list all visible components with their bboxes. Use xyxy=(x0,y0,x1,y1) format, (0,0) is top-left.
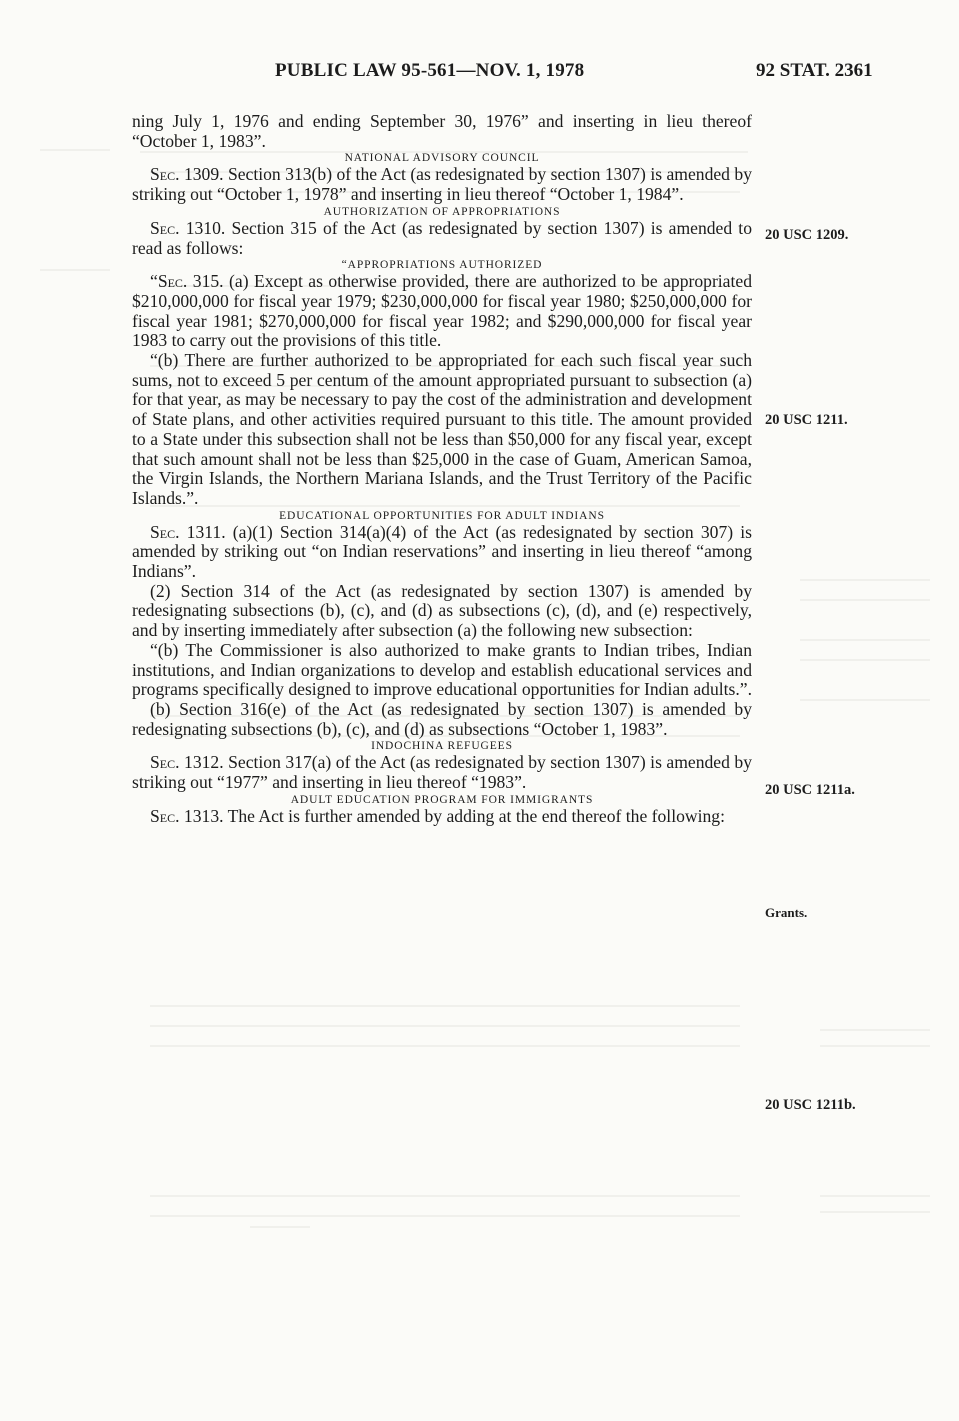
margin-citation: 20 USC 1211. xyxy=(765,412,848,428)
page-header xyxy=(0,60,959,88)
section-text: 1313. The Act is further amended by adding at the end thereof the following: xyxy=(179,805,725,826)
sec-label: Sec. xyxy=(150,521,180,542)
section-1311-a xyxy=(132,523,752,582)
section-1311-b: (b) Section 316(e) of the Act (as redesignated by section 1307) is amended by redesignating subsections (b), (c), and (d) as subsections “October 1, 1983”. xyxy=(132,698,752,739)
sec-label: Sec. xyxy=(150,752,180,773)
margin-citation: 20 USC 1211a. xyxy=(765,782,855,798)
section-315-b: “(b) There are further authorized to be appropriated for each such fiscal year such sums, not to exceed 5 per centum of the amount appropriated pursuant to subsection (a) for that year, as may be necessary to pay the cost of the administration and development of State plans, and other activities required pursuant to this title. The amount provided to a State under this subsection shall not be less than $50,000 for any fiscal year, except that such amount shall not be less than $25,000 in the case of Guam, American Samoa, the Virgin Islands, the Northern Mariana Islands, and the Trust Territory of the Pacific Islands.”. xyxy=(132,350,752,508)
sec-label: Sec. xyxy=(150,805,180,826)
section-1310 xyxy=(132,219,752,258)
section-1309 xyxy=(132,165,752,204)
open-quote: “ xyxy=(150,271,158,292)
section-text: 1310. Section 315 of the Act (as redesignated by section 1307) is amended to read as follows: xyxy=(132,217,752,258)
sec-label: Sec. xyxy=(150,164,180,185)
section-heading: NATIONAL ADVISORY COUNCIL xyxy=(344,152,540,165)
sec-label: Sec. xyxy=(150,217,180,238)
section-1311-a2: (2) Section 314 of the Act (as redesignated by section 1307) is amended by redesignating subsections (b), (c), and (d) as subsections (c), (d), and (e) respectively, and by inserting immediately after subsection (a) the following new subsection: xyxy=(132,580,752,641)
running-title: PUBLIC LAW 95-561—NOV. 1, 1978 xyxy=(275,60,585,81)
section-1313 xyxy=(132,807,752,827)
section-heading: ADULT EDUCATION PROGRAM FOR IMMIGRANTS xyxy=(290,793,594,806)
section-heading: INDOCHINA REFUGEES xyxy=(371,740,513,753)
section-heading: “APPROPRIATIONS AUTHORIZED xyxy=(341,259,543,272)
sec-label: Sec. xyxy=(157,271,188,292)
section-315-a xyxy=(132,272,752,351)
body-text xyxy=(132,112,752,827)
section-text: 1309. Section 313(b) of the Act (as redesignated by section 1307) is amended by striking out “October 1, 1978” and inserting in lieu thereof “October 1, 1984”. xyxy=(132,164,752,205)
section-text: 1312. Section 317(a) of the Act (as redesignated by section 1307) is amended by striking out “1977” and inserting in lieu thereof “1983”. xyxy=(132,752,752,793)
section-1312 xyxy=(132,753,752,792)
section-heading: EDUCATIONAL OPPORTUNITIES FOR ADULT INDIANS xyxy=(279,509,605,522)
margin-citation: 20 USC 1211b. xyxy=(765,1097,856,1113)
section-heading: AUTHORIZATION OF APPROPRIATIONS xyxy=(323,205,561,218)
continued-paragraph: ning July 1, 1976 and ending September 30, 1976” and inserting in lieu thereof “October 1, 1983”. xyxy=(132,111,752,151)
margin-note-grants: Grants. xyxy=(765,905,808,920)
section-text: 315. (a) Except as otherwise provided, there are authorized to be appropriated $210,000,000 for fiscal year 1979; $230,000,000 for fiscal year 1980; $250,000,000 for fiscal year 1981; $270,000,000 for fiscal year 1982; and $290,000,000 for fiscal year 1983 to carry out the provisions of this title. xyxy=(132,271,752,351)
section-text: 1311. (a)(1) Section 314(a)(4) of the Act (as redesignated by section 307) is amended by striking out “on Indian reservations” and inserting in lieu thereof “among Indians”. xyxy=(132,521,752,582)
section-1311-quote: “(b) The Commissioner is also authorized to make grants to Indian tribes, Indian institutions, and Indian organizations to develop and establish educational services and programs specifically designed to improve educational opportunities for Indian adults.”. xyxy=(132,639,753,700)
margin-citation: 20 USC 1209. xyxy=(765,227,849,243)
statute-page-number: 92 STAT. 2361 xyxy=(756,60,873,81)
